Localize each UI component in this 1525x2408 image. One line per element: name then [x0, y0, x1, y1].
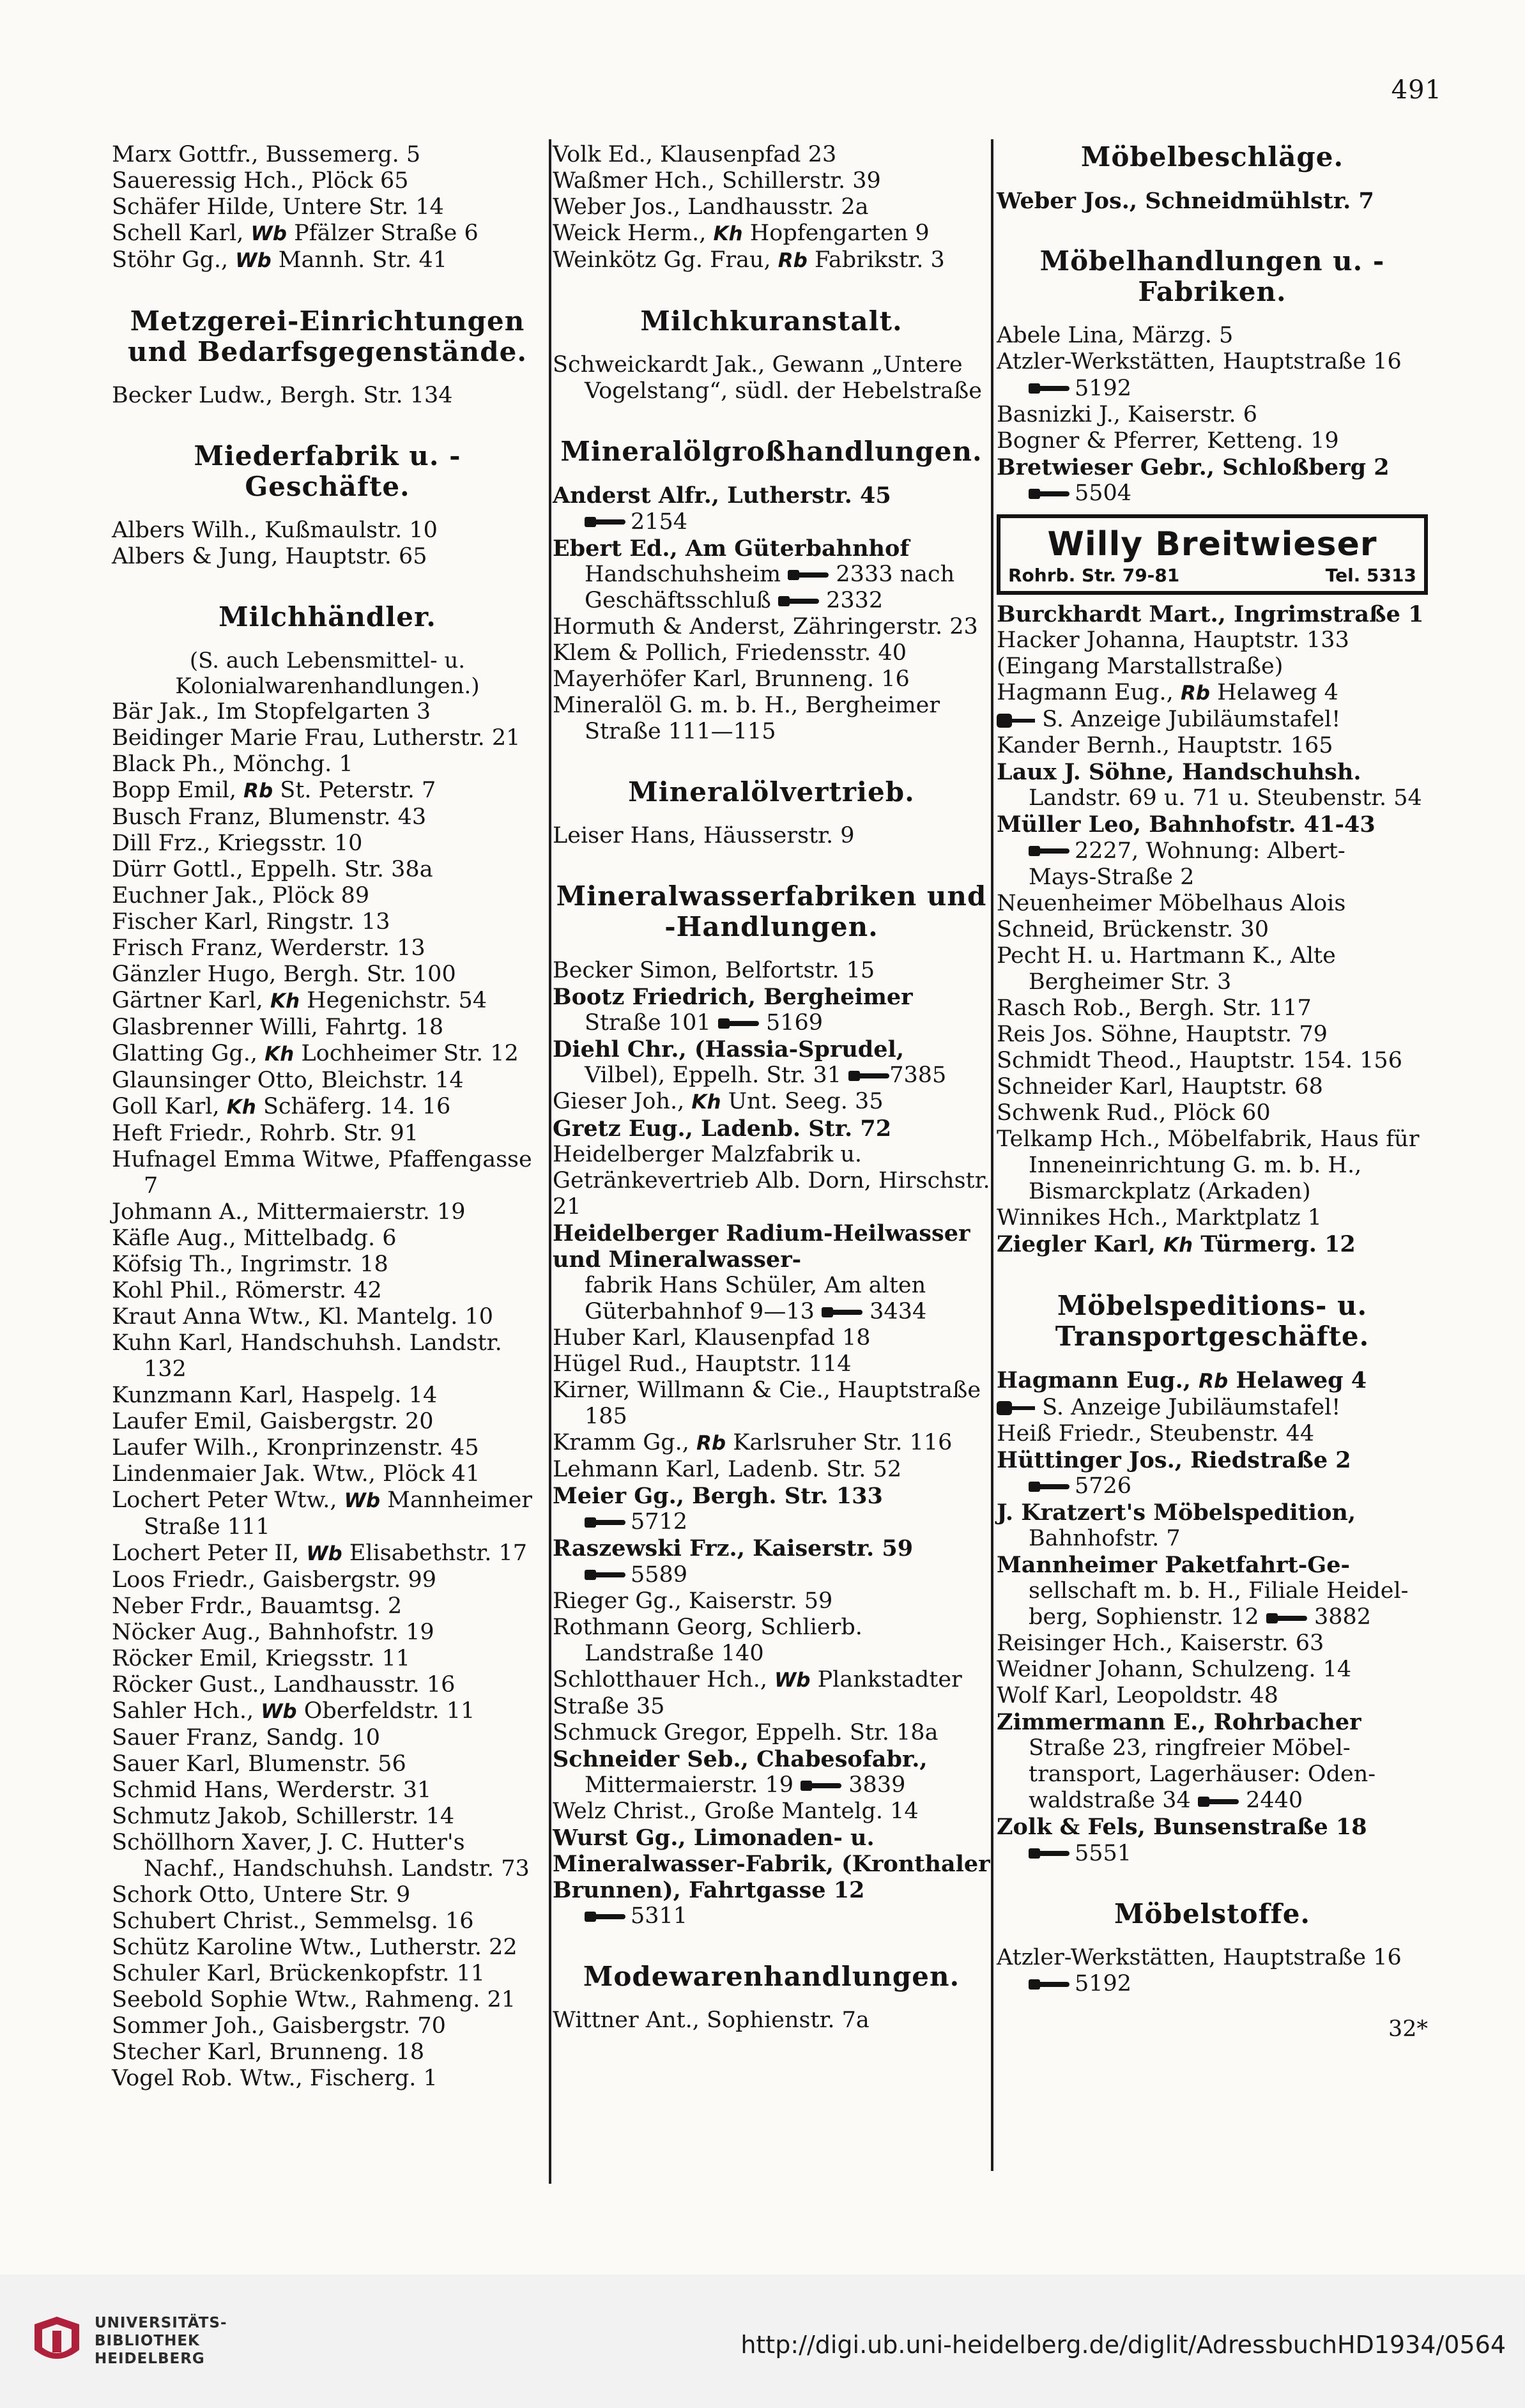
entry-gretz: Gretz Eug., Ladenb. Str. 72 — [553, 1115, 892, 1142]
list-item: Glatting Gg., Kh Lochheimer Str. 12 — [112, 1041, 519, 1066]
entry-burckhardt: Burckhardt Mart., Ingrimstraße 1 — [997, 601, 1424, 627]
list-item: Schuler Karl, Brückenkopfstr. 11 — [112, 1961, 486, 1986]
list-item: Albers Wilh., Kußmaulstr. 10 — [112, 518, 438, 543]
entry-list-c2-c — [553, 614, 990, 745]
list-item: Sommer Joh., Gaisbergstr. 70 — [112, 2013, 446, 2039]
list-item: Becker Ludw., Bergh. Str. 134 — [112, 383, 453, 408]
telephone-icon — [1029, 1847, 1069, 1860]
list-item: Rieger Gg., Kaiserstr. 59 — [553, 1588, 833, 1614]
telephone-icon — [1029, 487, 1069, 500]
list-item: Dürr Gottl., Eppelh. Str. 38a — [112, 857, 433, 882]
heading-modewarenhandlungen: Modewarenhandlungen. — [583, 1961, 960, 1992]
entry-list-c3-a — [997, 943, 1428, 1231]
entry-becker: Becker Simon, Belfortstr. 15 — [553, 957, 875, 983]
telephone-icon — [585, 516, 625, 528]
entry-bootz: Bootz Friedrich, Bergheimer — [553, 983, 913, 1010]
page-number: 491 — [1391, 75, 1442, 105]
list-item: Schork Otto, Untere Str. 9 — [112, 1882, 411, 1908]
list-item: Gärtner Karl, Kh Hegenichstr. 54 — [112, 988, 487, 1013]
telephone-icon — [585, 1910, 625, 1923]
library-name: UNIVERSITÄTS- BIBLIOTHEK HEIDELBERG — [95, 2315, 227, 2367]
telephone-icon — [1029, 845, 1069, 857]
entry-schmuck: Schmuck Gregor, Eppelh. Str. 18a — [553, 1719, 939, 1745]
list-item: Saueressig Hch., Plöck 65 — [112, 168, 409, 194]
entry-list-c1-a — [112, 142, 543, 274]
list-item: Mineralöl G. m. b. H., Bergheimer Straße 111—115 — [553, 692, 940, 744]
list-item: Klem & Pollich, Friedensstr. 40 — [553, 640, 907, 666]
university-library-logo-icon — [28, 2312, 86, 2369]
list-item: Gänzler Hugo, Bergh. Str. 100 — [112, 962, 456, 987]
list-item: Lindenmaier Jak. Wtw., Plöck 41 — [112, 1461, 480, 1487]
list-item: Beidinger Marie Frau, Lutherstr. 21 — [112, 725, 521, 751]
viewer-footer — [0, 2274, 1525, 2408]
entry-radium-heilwasser: Heidelberger Radium-Heilwasser und Mineralwasser- — [553, 1220, 970, 1273]
list-item: Stöhr Gg., Wb Mannh. Str. 41 — [112, 247, 448, 273]
entry-kander: Kander Bernh., Hauptstr. 165 — [997, 733, 1333, 758]
list-item: Schneider Karl, Hauptstr. 68 — [997, 1073, 1323, 1100]
entry-anderst: Anderst Alfr., Lutherstr. 45 — [553, 482, 891, 509]
entry-bretwieser: Bretwieser Gebr., Schloßberg 2 — [997, 454, 1390, 480]
list-item: Schütz Karoline Wtw., Lutherstr. 22 — [112, 1935, 517, 1960]
list-item: Seebold Sophie Wtw., Rahmeng. 21 — [112, 1987, 516, 2013]
list-item: Stecher Karl, Brunneng. 18 — [112, 2039, 425, 2065]
entry-zolk: Zolk & Fels, Bunsenstraße 18 — [997, 1814, 1367, 1840]
list-item: Rothmann Georg, Schlierb. Landstraße 140 — [553, 1614, 862, 1666]
entry-list-c1-d — [112, 699, 543, 2092]
entry-list-c3-b — [997, 1630, 1428, 1709]
list-item: Reisinger Hch., Kaiserstr. 63 — [997, 1630, 1324, 1656]
telephone-icon — [1266, 1612, 1307, 1625]
list-item: Glaunsinger Otto, Bleichstr. 14 — [112, 1068, 464, 1093]
column-2: Volk Ed., Klausenpfad 23 Waßmer Hch., Schillerstr. 39 Weber Jos., Landhausstr. 2a Weick Herm., Kh Hopfengarten 9 Weinkötz Gg. Frau, Rb Fabrikstr. 3 Milchkuranstalt. Schweickardt Jak., Gewann „Untere Vogelstang“, südl. der Hebelstraße Mineralölgroßhandlungen. Anderst Alfr., Lutherstr. 45 2154 Ebert Ed., Am Güterbahnhof Handschuhsheim 2333 nach Geschäftsschluß 2332 Hormuth & Anderst, Zähringerstr. 23 Klem & Pollich, Friedensstr. 40 Mayerhöfer Karl, Brunneng. 16 Mineralöl G. m. b. H., Bergheimer Straße 111—115 Mineralölvertrieb. Leiser Hans, Häusserstr. 9 Mineralwasserfabriken und -Handlungen. Becker Simon, Belfortstr. 15 Bootz Friedrich, Bergheimer Straße 101 5169 Diehl Chr., (Hassia-Sprudel, Vilbel), Eppelh. Str. 31 7385 Gieser Joh., Kh Unt. Seeg. 35 Gretz Eug., Ladenb. Str. 72 Heidelberger Malzfabrik u. Getränkevertrieb Alb. Dorn, Hirschstr. 21 Heidelberger Radium-Heilwasser und Mineralwasser- fabrik Hans Schüler, Am alten Güterbahnhof 9—13 3434 Huber Karl, Klausenpfad 18 Hügel Rud., Hauptstr. 114 Kirner, Willmann & Cie., Hauptstraße 185 Kramm Gg., Rb Karlsruher Str. 116 Lehmann Karl, Ladenb. Str. 52 Meier Gg., Bergh. Str. 133 5712 Raszewski Frz., Kaiserstr. 59 5589 Rieger Gg., Kaiserstr. 59 Rothmann Georg, Schlierb. Landstraße 140 Schlotthauer Hch., Wb Plankstadter Straße 35 Schmuck Gregor, Eppelh. Str. 18a Schneider Seb., Chabesofabr., Mittermaierstr. 19 3839 Welz Christ., Große Mantelg. 14 Wurst Gg., Limonaden- u. Mineralwasser-Fabrik, (Kronthaler Brunnen), Fahrtgasse 12 5311 Modewarenhandlungen. Wittner Ant., Sophienstr. 7a — [553, 142, 990, 2033]
page-signature: 32* — [1388, 2016, 1428, 2042]
list-item: Hormuth & Anderst, Zähringerstr. 23 — [553, 613, 978, 640]
list-item: Schwenk Rud., Plöck 60 — [997, 1100, 1271, 1126]
list-item: Neber Frdr., Bauamtsg. 2 — [112, 1593, 402, 1619]
list-item: Wolf Karl, Leopoldstr. 48 — [997, 1683, 1278, 1708]
list-item: Loos Friedr., Gaisbergstr. 99 — [112, 1567, 436, 1593]
heading-mineraloelgrosshandlungen: Mineralölgroßhandlungen. — [560, 436, 983, 467]
entry-list-c2-e — [553, 1325, 990, 1430]
entry-wurst: Wurst Gg., Limonaden- u. Mineralwasser-Fabrik, (Kronthaler Brunnen), Fahrtgasse 12 — [553, 1824, 990, 1903]
heading-moebelbeschlaege: Möbelbeschläge. — [1080, 141, 1344, 173]
telephone-icon — [1198, 1795, 1239, 1808]
list-item: Heft Friedr., Rohrb. Str. 91 — [112, 1121, 419, 1146]
telephone-icon — [1029, 1978, 1069, 1991]
entry-neuenheimer: Neuenheimer Möbelhaus Alois Schneid, Brückenstr. 30 — [997, 890, 1346, 942]
list-item: Kraut Anna Wtw., Kl. Mantelg. 10 — [112, 1304, 494, 1330]
list-item: Marx Gottfr., Bussemerg. 5 — [112, 142, 421, 167]
entry-laux: Laux J. Söhne, Handschuhsh. — [997, 759, 1361, 785]
list-item: Laufer Wilh., Kronprinzenstr. 45 — [112, 1435, 479, 1461]
entry-list-c2-b — [553, 352, 990, 404]
heading-mineraloelvertrieb: Mineralölvertrieb. — [628, 776, 915, 808]
advertisement-breitwieser — [997, 514, 1428, 595]
telephone-icon — [788, 569, 829, 581]
column-1 — [112, 142, 543, 2092]
list-item: Röcker Gust., Landhausstr. 16 — [112, 1672, 456, 1698]
entry-bogner: Bogner & Pferrer, Ketteng. 19 — [997, 427, 1339, 454]
list-item: Weinkötz Gg. Frau, Rb Fabrikstr. 3 — [553, 247, 945, 273]
list-item: Busch Franz, Blumenstr. 43 — [112, 804, 427, 830]
list-item: Sauer Franz, Sandg. 10 — [112, 1725, 381, 1751]
list-item: Albers & Jung, Hauptstr. 65 — [112, 544, 427, 569]
list-item: Röcker Emil, Kriegsstr. 11 — [112, 1646, 411, 1671]
entry-kratzert: J. Kratzert's Möbelspedition, — [997, 1499, 1356, 1526]
heading-miederfabrik: Miederfabrik u. -Geschäfte. — [194, 440, 461, 502]
list-item: Telkamp Hch., Möbelfabrik, Haus für Inneneinrichtung G. m. b. H., Bismarckplatz (Arkaden) — [997, 1126, 1420, 1204]
pointing-hand-icon — [997, 1401, 1035, 1415]
entry-ebert: Ebert Ed., Am Güterbahnhof — [553, 535, 910, 562]
list-item: Black Ph., Mönchg. 1 — [112, 751, 353, 777]
entry-zimmermann: Zimmermann E., Rohrbacher — [997, 1709, 1361, 1735]
list-item: Mayerhöfer Karl, Brunneng. 16 — [553, 666, 910, 692]
list-item: Volk Ed., Klausenpfad 23 — [553, 142, 837, 167]
list-item: Schmid Hans, Werderstr. 31 — [112, 1777, 432, 1803]
heading-mineralwasserfabriken: Mineralwasserfabriken und -Handlungen. — [556, 880, 987, 942]
source-url-link[interactable]: http://digi.ub.uni-heidelberg.de/diglit/AdressbuchHD1934/0564 — [740, 2331, 1506, 2359]
entry-atzler-stoffe: Atzler-Werkstätten, Hauptstraße 16 — [997, 1944, 1402, 1970]
entry-diehl: Diehl Chr., (Hassia-Sprudel, — [553, 1036, 905, 1062]
list-item: Köfsig Th., Ingrimstr. 18 — [112, 1252, 388, 1277]
list-item: Sauer Karl, Blumenstr. 56 — [112, 1751, 406, 1777]
entry-list-c2-a — [553, 142, 990, 274]
list-item: Fischer Karl, Ringstr. 13 — [112, 909, 390, 935]
entry-list-c1-b — [112, 383, 543, 409]
entry-heiss: Heiß Friedr., Steubenstr. 44 — [997, 1420, 1315, 1446]
telephone-icon — [585, 1568, 625, 1581]
list-item: Schmidt Theod., Hauptstr. 154. 156 — [997, 1047, 1402, 1073]
list-item: Hügel Rud., Hauptstr. 114 — [553, 1351, 852, 1377]
telephone-icon — [801, 1779, 841, 1792]
entry-heidelberger-malzfabrik: Heidelberger Malzfabrik u. Getränkevertrieb Alb. Dorn, Hirschstr. 21 — [553, 1141, 990, 1220]
list-item: Vogel Rob. Wtw., Fischerg. 1 — [112, 2066, 438, 2091]
column-rule-left — [549, 139, 551, 2184]
list-item: Wittner Ant., Sophienstr. 7a — [553, 2007, 870, 2033]
entry-list-c1-c — [112, 518, 543, 570]
pointing-hand-icon — [997, 714, 1035, 728]
list-item: Pecht H. u. Hartmann K., Alte Bergheimer Str. 3 — [997, 942, 1336, 995]
list-item: Rasch Rob., Bergh. Str. 117 — [997, 995, 1312, 1021]
ad-company-name: Willy Breitwieser — [1047, 525, 1377, 564]
list-item: Schubert Christ., Semmelsg. 16 — [112, 1908, 474, 1934]
entry-kramm: Kramm Gg., Rb Karlsruher Str. 116 — [553, 1429, 953, 1455]
list-item: Frisch Franz, Werderstr. 13 — [112, 935, 425, 961]
heading-moebelspeditionen: Möbelspeditions- u. Transportgeschäfte. — [1055, 1289, 1370, 1352]
list-item: Euchner Jak., Plöck 89 — [112, 883, 370, 909]
entry-weber: Weber Jos., Schneidmühlstr. 7 — [997, 188, 1374, 214]
entry-meier: Meier Gg., Bergh. Str. 133 — [553, 1482, 883, 1509]
column-3: Möbelbeschläge. Weber Jos., Schneidmühlstr. 7 Möbelhandlungen u. -Fabriken. Abele Lina, Märzg. 5 Atzler-Werkstätten, Hauptstraße 16 5192 Basnizki J., Kaiserstr. 6 Bogner & Pferrer, Ketteng. 19 Bretwieser Gebr., Schloßberg 2 5504 Willy Breitwieser Rohrb. Str. 79-81 Tel. 5313 Burckhardt Mart., Ingrimstraße 1 Hacker Johanna, Hauptstr. 133 (Eingang Marstallstraße) Hagmann Eug., Rb Helaweg 4 S. Anzeige Jubiläumstafel! Kander Bernh., Hauptstr. 165 Laux J. Söhne, Handschuhsh. Landstr. 69 u. 71 u. Steubenstr. 54 Müller Leo, Bahnhofstr. 41-43 2227, Wohnung: Albert- Mays-Straße 2 Neuenheimer Möbelhaus Alois Schneid, Brückenstr. 30 Pecht H. u. Hartmann K., Alte Bergheimer Str. 3 Rasch Rob., Bergh. Str. 117 Reis Jos. Söhne, Hauptstr. 79 Schmidt Theod., Hauptstr. 154. 156 Schneider Karl, Hauptstr. 68 Schwenk Rud., Plöck 60 Telkamp Hch., Möbelfabrik, Haus für Inneneinrichtung G. m. b. H., Bismarckplatz (Arkaden) Winnikes Hch., Marktplatz 1 Ziegler Karl, Kh Türmerg. 12 Möbelspeditions- u. Transportgeschäfte. Hagmann Eug., Rb Helaweg 4 S. Anzeige Jubiläumstafel! Heiß Friedr., Steubenstr. 44 Hüttinger Jos., Riedstraße 2 5726 J. Kratzert's Möbelspedition, Bahnhofstr. 7 Mannheimer Paketfahrt-Ge- sellschaft m. b. H., Filiale Heidel- berg, Sophienstr. 12 3882 Reisinger Hch., Kaiserstr. 63 Weidner Johann, Schulzeng. 14 Wolf Karl, Leopoldstr. 48 Zimmermann E., Rohrbacher Straße 23, ringfreier Möbel- transport, Lagerhäuser: Oden- waldstraße 34 2440 Zolk & Fels, Bunsenstraße 18 5551 Möbelstoffe. Atzler-Werkstätten, Hauptstraße 16 5192 32* — [997, 141, 1428, 2042]
list-item: Schweickardt Jak., Gewann „Untere Vogelstang“, südl. der Hebelstraße — [553, 352, 983, 404]
entry-raszewski: Raszewski Frz., Kaiserstr. 59 — [553, 1535, 914, 1561]
entry-gieser: Gieser Joh., Kh Unt. Seeg. 35 — [553, 1088, 884, 1114]
heading-milchhaendler: Milchhändler. — [218, 601, 436, 633]
telephone-icon — [778, 595, 819, 608]
entry-lehmann: Lehmann Karl, Ladenb. Str. 52 — [553, 1456, 902, 1482]
list-item: Waßmer Hch., Schillerstr. 39 — [553, 168, 881, 194]
heading-moebelstoffe: Möbelstoffe. — [1114, 1898, 1311, 1929]
telephone-icon — [1029, 382, 1069, 395]
note-milchhaendler: (S. auch Lebensmittel- u. Kolonialwarenhandlungen.) — [175, 648, 480, 699]
list-item: Weick Herm., Kh Hopfengarten 9 — [553, 220, 930, 246]
telephone-icon — [585, 1516, 625, 1529]
telephone-icon — [1029, 1480, 1069, 1493]
heading-moebelhandlungen: Möbelhandlungen u. -Fabriken. — [1039, 245, 1385, 307]
list-item: Weidner Johann, Schulzeng. 14 — [997, 1657, 1352, 1682]
list-item: Schell Karl, Wb Pfälzer Straße 6 — [112, 220, 479, 246]
list-item: Bopp Emil, Rb St. Peterstr. 7 — [112, 778, 436, 803]
ad-telephone: Tel. 5313 — [1325, 565, 1416, 586]
list-item: Lochert Peter II, Wb Elisabethstr. 17 — [112, 1540, 528, 1566]
entry-schlotthauer: Schlotthauer Hch., Wb Plankstadter Straße 35 — [553, 1666, 962, 1719]
list-item: Goll Karl, Kh Schäferg. 14. 16 — [112, 1094, 451, 1119]
heading-metzgerei: Metzgerei-Einrichtungen und Bedarfsgegenstände. — [128, 305, 527, 367]
entry-huettinger: Hüttinger Jos., Riedstraße 2 — [997, 1446, 1351, 1473]
entry-schneider: Schneider Seb., Chabesofabr., — [553, 1745, 928, 1772]
entry-list-c2-d — [553, 823, 990, 849]
heading-milchkuranstalt: Milchkuranstalt. — [640, 305, 903, 337]
entry-list-c2-g — [553, 2007, 990, 2034]
entry-mueller: Müller Leo, Bahnhofstr. 41-43 — [997, 811, 1376, 838]
entry-ziegler: Ziegler Karl, Kh Türmerg. 12 — [997, 1231, 1356, 1257]
list-item: Lochert Peter Wtw., Wb Mannheimer Straße 111 — [112, 1487, 533, 1540]
list-item: Leiser Hans, Häusserstr. 9 — [553, 822, 855, 848]
list-item: Laufer Emil, Gaisbergstr. 20 — [112, 1409, 434, 1434]
entry-hagmann-spedition: Hagmann Eug., Rb Helaweg 4 — [997, 1367, 1367, 1393]
list-item: Kunzmann Karl, Haspelg. 14 — [112, 1383, 438, 1408]
list-item: Schöllhorn Xaver, J. C. Hutter's Nachf., Handschuhsh. Landstr. 73 — [112, 1830, 530, 1882]
entry-hagmann: Hagmann Eug., Rb Helaweg 4 — [997, 680, 1338, 705]
phone-anderst: 2154 — [553, 509, 687, 535]
list-item: Glasbrenner Willi, Fahrtg. 18 — [112, 1015, 444, 1040]
list-item: Hufnagel Emma Witwe, Pfaffengasse 7 — [112, 1147, 532, 1199]
list-item: Huber Karl, Klausenpfad 18 — [553, 1324, 871, 1351]
entry-list-c2-f — [553, 1588, 990, 1667]
entry-hacker: Hacker Johanna, Hauptstr. 133 (Eingang Marstallstraße) — [997, 627, 1349, 679]
list-item: Kirner, Willmann & Cie., Hauptstraße 185 — [553, 1377, 981, 1429]
list-item: Kohl Phil., Römerstr. 42 — [112, 1278, 382, 1303]
list-item: Sahler Hch., Wb Oberfeldstr. 11 — [112, 1698, 475, 1724]
list-item: Johmann A., Mittermaierstr. 19 — [112, 1199, 466, 1225]
list-item: Reis Jos. Söhne, Hauptstr. 79 — [997, 1021, 1328, 1047]
list-item: Kuhn Karl, Handschuhsh. Landstr. 132 — [112, 1330, 502, 1382]
list-item: Nöcker Aug., Bahnhofstr. 19 — [112, 1620, 434, 1645]
telephone-icon — [822, 1306, 862, 1319]
telephone-icon — [848, 1070, 889, 1082]
ad-address: Rohrb. Str. 79-81 — [1008, 565, 1180, 586]
list-item: Käfle Aug., Mittelbadg. 6 — [112, 1225, 397, 1251]
entry-mannheimer-paketfahrt: Mannheimer Paketfahrt-Ge- — [997, 1552, 1350, 1578]
entry-basnizki: Basnizki J., Kaiserstr. 6 — [997, 401, 1257, 427]
list-item: Schmutz Jakob, Schillerstr. 14 — [112, 1804, 455, 1829]
telephone-icon — [718, 1017, 759, 1030]
list-item: Bär Jak., Im Stopfelgarten 3 — [112, 699, 431, 725]
list-item: Schäfer Hilde, Untere Str. 14 — [112, 194, 444, 220]
entry-atzler: Atzler-Werkstätten, Hauptstraße 16 — [997, 349, 1402, 374]
entry-abele: Abele Lina, Märzg. 5 — [997, 323, 1234, 348]
entry-welz: Welz Christ., Große Mantelg. 14 — [553, 1798, 919, 1824]
list-item: Winnikes Hch., Marktplatz 1 — [997, 1204, 1322, 1231]
list-item: Dill Frz., Kriegsstr. 10 — [112, 831, 363, 856]
column-rule-right — [991, 139, 993, 2171]
list-item: Weber Jos., Landhausstr. 2a — [553, 194, 869, 220]
